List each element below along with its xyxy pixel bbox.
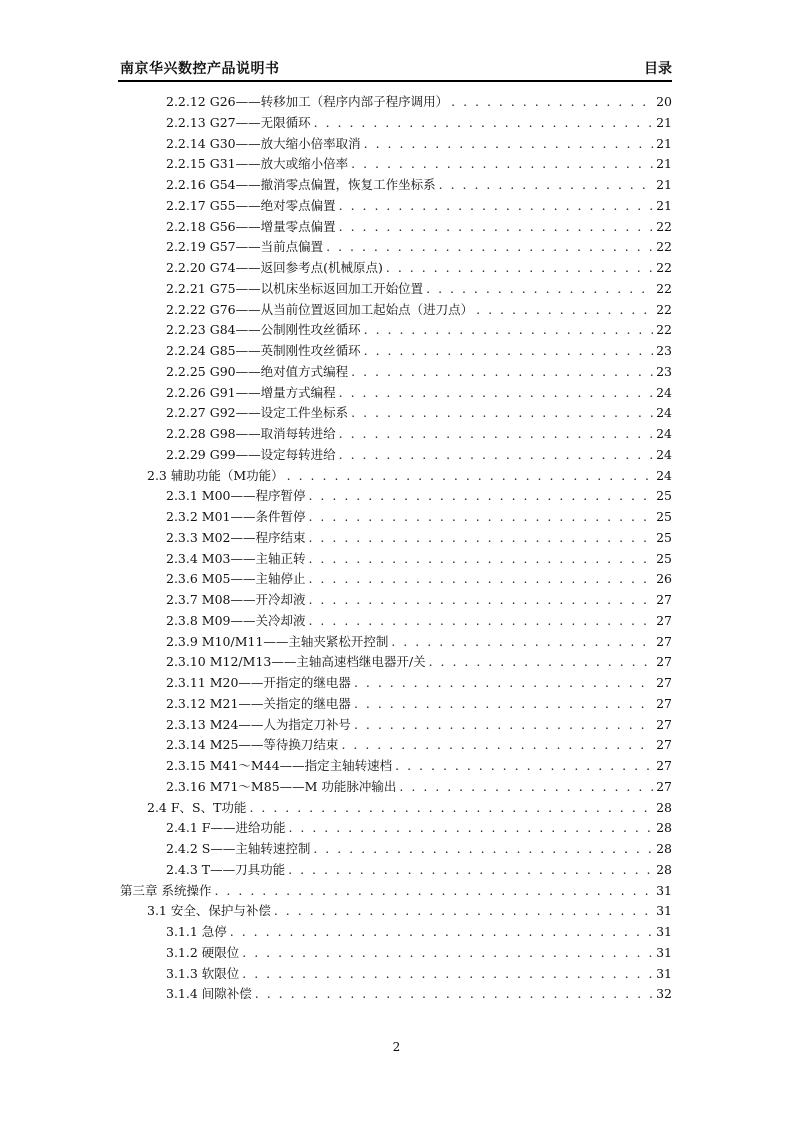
toc-entry-title: 2.3.16 M71～M85——M 功能脉冲输出	[166, 778, 397, 794]
page-header	[118, 56, 672, 80]
dot-leader	[451, 92, 653, 113]
toc-entry[interactable]	[118, 839, 672, 860]
dot-leader	[287, 466, 653, 487]
dot-leader	[308, 507, 653, 528]
toc-entry-title: 2.3.12 M21——关指定的继电器	[166, 695, 351, 711]
toc-entry-title: 2.2.19 G57——当前点偏置	[166, 239, 324, 255]
toc-entry[interactable]	[118, 341, 672, 362]
dot-leader	[288, 860, 653, 881]
dot-leader	[255, 984, 653, 1005]
toc-entry[interactable]	[118, 279, 672, 300]
toc-entry-page: 21	[656, 156, 672, 172]
toc-entry-page: 20	[656, 94, 672, 109]
toc-entry-title: 2.2.21 G75——以机床坐标返回加工开始位置	[166, 280, 424, 296]
dot-leader	[308, 528, 653, 549]
toc-entry-title: 2.3.14 M25——等待换刀结束	[166, 737, 339, 753]
toc-entry[interactable]	[118, 777, 672, 798]
toc-entry[interactable]	[118, 175, 672, 196]
toc-entry[interactable]	[118, 196, 672, 217]
toc-entry[interactable]	[118, 756, 672, 777]
toc-entry-title: 2.4.2 S——主轴转速控制	[166, 841, 311, 856]
toc-entry-page: 21	[656, 135, 672, 151]
toc-entry-title: 2.2.29 G99——设定每转进给	[166, 446, 336, 462]
table-of-contents	[118, 92, 672, 1005]
dot-leader	[351, 154, 653, 175]
toc-entry[interactable]	[118, 403, 672, 424]
dot-leader	[249, 798, 653, 819]
toc-entry-page: 23	[656, 363, 672, 379]
dot-leader	[313, 839, 653, 860]
toc-entry-page: 22	[656, 280, 672, 296]
toc-entry[interactable]	[118, 528, 672, 549]
toc-entry-page: 25	[656, 509, 672, 524]
toc-entry-title: 2.3.3 M02——程序结束	[166, 529, 306, 545]
toc-entry-page: 28	[656, 799, 672, 815]
toc-entry-title: 2.3.13 M24——人为指定刀补号	[166, 716, 351, 732]
toc-entry-title: 2.4.1 F——进给功能	[166, 820, 286, 836]
toc-entry-title: 2.3.10 M12/M13——主轴高速档继电器开/关	[166, 654, 426, 670]
toc-entry-title: 2.4 F、S、T功能	[147, 799, 247, 815]
dot-leader	[288, 818, 653, 839]
toc-entry[interactable]	[118, 735, 672, 756]
toc-entry-page: 26	[656, 571, 672, 587]
dot-leader	[341, 735, 653, 756]
toc-entry[interactable]	[118, 92, 672, 113]
toc-entry-title: 2.3.9 M10/M11——主轴夹紧松开控制	[166, 633, 389, 649]
toc-entry[interactable]	[118, 798, 672, 819]
toc-entry-title: 第三章 系统操作	[120, 882, 212, 898]
toc-entry-page: 22	[656, 301, 672, 317]
toc-entry-page: 24	[656, 405, 672, 421]
toc-entry-page: 24	[656, 467, 672, 483]
dot-leader	[399, 777, 653, 798]
toc-entry[interactable]	[118, 113, 672, 134]
dot-leader	[395, 756, 653, 777]
toc-entry-page: 27	[656, 758, 672, 773]
toc-entry-page: 25	[656, 550, 672, 566]
dot-leader	[364, 320, 653, 341]
toc-entry-title: 2.2.14 G30——放大缩小倍率取消	[166, 135, 361, 151]
toc-entry-page: 27	[656, 633, 672, 649]
toc-entry-title: 2.2.25 G90——绝对值方式编程	[166, 363, 349, 379]
toc-entry[interactable]	[118, 424, 672, 445]
toc-entry-page: 23	[656, 343, 672, 358]
dot-leader	[314, 113, 653, 134]
toc-entry-page: 22	[656, 239, 672, 255]
toc-entry[interactable]	[118, 943, 672, 964]
toc-entry-title: 2.2.24 G85——英制刚性攻丝循环	[166, 343, 361, 358]
toc-entry[interactable]	[118, 964, 672, 985]
toc-entry-page: 28	[656, 841, 672, 856]
dot-leader	[308, 590, 653, 611]
toc-entry[interactable]	[118, 486, 672, 507]
toc-entry-page: 25	[656, 529, 672, 545]
page-number: 2	[392, 1040, 401, 1054]
dot-leader	[326, 237, 653, 258]
toc-entry-page: 27	[656, 737, 672, 753]
dot-leader	[230, 922, 653, 943]
toc-entry[interactable]	[118, 320, 672, 341]
toc-entry[interactable]	[118, 258, 672, 279]
toc-entry-title: 2.2.28 G98——取消每转进给	[166, 426, 336, 441]
dot-leader	[339, 217, 653, 238]
toc-entry[interactable]	[118, 569, 672, 590]
toc-entry[interactable]	[118, 507, 672, 528]
toc-entry-title: 2.2.27 G92——设定工件坐标系	[166, 405, 349, 421]
dot-leader	[429, 652, 653, 673]
toc-entry-page: 22	[656, 322, 672, 338]
toc-entry[interactable]	[118, 984, 672, 1005]
toc-entry-page: 24	[656, 446, 672, 462]
dot-leader	[364, 341, 653, 362]
dot-leader	[242, 943, 653, 964]
dot-leader	[214, 881, 653, 902]
dot-leader	[354, 715, 653, 736]
toc-entry-page: 22	[656, 218, 672, 234]
toc-entry[interactable]	[118, 860, 672, 881]
dot-leader	[386, 258, 653, 279]
dot-leader	[308, 611, 653, 632]
dot-leader	[476, 300, 653, 321]
toc-entry[interactable]	[118, 300, 672, 321]
toc-entry-page: 21	[656, 177, 672, 192]
dot-leader	[439, 175, 653, 196]
toc-entry[interactable]	[118, 466, 672, 487]
toc-entry-title: 2.2.12 G26——转移加工（程序内部子程序调用）	[166, 94, 449, 109]
toc-entry[interactable]	[118, 694, 672, 715]
toc-entry[interactable]	[118, 590, 672, 611]
toc-entry-title: 2.3.8 M09——关冷却液	[166, 612, 306, 628]
toc-entry-page: 27	[656, 716, 672, 732]
toc-entry-page: 22	[656, 260, 672, 275]
toc-entry-page: 28	[656, 820, 672, 836]
dot-leader	[242, 964, 653, 985]
toc-entry[interactable]	[118, 652, 672, 673]
toc-entry-title: 3.1.2 硬限位	[166, 944, 240, 960]
toc-entry-title: 2.4.3 T——刀具功能	[166, 861, 286, 877]
toc-entry-title: 2.2.15 G31——放大或缩小倍率	[166, 156, 349, 172]
toc-entry-page: 31	[656, 965, 672, 981]
toc-entry[interactable]	[118, 922, 672, 943]
toc-entry-page: 21	[656, 114, 672, 130]
toc-entry[interactable]	[118, 154, 672, 175]
dot-leader	[274, 901, 653, 922]
toc-entry-page: 28	[656, 861, 672, 877]
dot-leader	[364, 134, 653, 155]
toc-entry[interactable]	[118, 611, 672, 632]
toc-entry-title: 2.3.2 M01——条件暂停	[166, 509, 306, 524]
toc-entry[interactable]	[118, 362, 672, 383]
dot-leader	[351, 403, 653, 424]
toc-entry-page: 25	[656, 488, 672, 504]
toc-entry[interactable]	[118, 881, 672, 902]
toc-entry-title: 2.2.23 G84——公制刚性攻丝循环	[166, 322, 361, 338]
toc-entry-page: 27	[656, 592, 672, 607]
toc-entry-page: 24	[656, 426, 672, 441]
toc-entry-page: 27	[656, 612, 672, 628]
section-title: 目录	[644, 61, 672, 77]
dot-leader	[308, 549, 653, 570]
toc-entry-title: 3.1.1 急停	[166, 924, 227, 939]
toc-entry[interactable]	[118, 901, 672, 922]
toc-entry[interactable]	[118, 818, 672, 839]
toc-entry-title: 3.1.4 间隙补偿	[166, 986, 252, 1002]
toc-entry-title: 2.2.13 G27——无限循环	[166, 114, 311, 130]
toc-entry-page: 27	[656, 778, 672, 794]
dot-leader	[339, 196, 653, 217]
dot-leader	[339, 445, 653, 466]
toc-entry-page: 27	[656, 695, 672, 711]
dot-leader	[351, 362, 653, 383]
document-title: 南京华兴数控产品说明书	[120, 61, 280, 77]
dot-leader	[339, 424, 653, 445]
toc-entry-title: 2.2.17 G55——绝对零点偏置	[166, 197, 336, 213]
toc-entry-page: 31	[656, 882, 672, 898]
toc-entry[interactable]	[118, 445, 672, 466]
toc-entry-page: 27	[656, 675, 672, 690]
toc-entry-page: 32	[656, 986, 672, 1002]
toc-entry[interactable]	[118, 383, 672, 404]
dot-leader	[354, 673, 653, 694]
toc-entry[interactable]	[118, 217, 672, 238]
dot-leader	[391, 632, 653, 653]
toc-entry-title: 2.2.18 G56——增量零点偏置	[166, 218, 336, 234]
dot-leader	[354, 694, 653, 715]
toc-entry-page: 21	[656, 197, 672, 213]
toc-entry[interactable]	[118, 632, 672, 653]
toc-entry-title: 2.3.1 M00——程序暂停	[166, 488, 306, 504]
header-divider	[118, 80, 672, 82]
toc-entry-title: 2.2.16 G54——撤消零点偏置，恢复工作坐标系	[166, 177, 436, 192]
toc-entry-title: 2.3.4 M03——主轴正转	[166, 550, 306, 566]
toc-entry[interactable]	[118, 237, 672, 258]
dot-leader	[308, 486, 653, 507]
dot-leader	[308, 569, 653, 590]
dot-leader	[426, 279, 653, 300]
toc-entry[interactable]	[118, 715, 672, 736]
toc-entry[interactable]	[118, 134, 672, 155]
toc-entry-title: 2.2.26 G91——增量方式编程	[166, 384, 336, 400]
toc-entry-title: 2.3.15 M41～M44——指定主轴转速档	[166, 758, 393, 773]
toc-entry-title: 2.2.22 G76——从当前位置返回加工起始点（进刀点）	[166, 301, 474, 317]
toc-entry-page: 31	[656, 924, 672, 939]
toc-entry-title: 2.2.20 G74——返回参考点(机械原点)	[166, 260, 383, 275]
toc-entry[interactable]	[118, 673, 672, 694]
toc-entry-page: 31	[656, 903, 672, 919]
toc-entry-title: 2.3.6 M05——主轴停止	[166, 571, 306, 587]
toc-entry-title: 3.1 安全、保护与补偿	[147, 903, 271, 919]
toc-entry-title: 3.1.3 软限位	[166, 965, 240, 981]
toc-entry[interactable]	[118, 549, 672, 570]
toc-entry-page: 24	[656, 384, 672, 400]
toc-entry-title: 2.3.7 M08——开冷却液	[166, 592, 306, 607]
toc-entry-page: 27	[656, 654, 672, 670]
toc-entry-page: 31	[656, 944, 672, 960]
toc-entry-title: 2.3.11 M20——开指定的继电器	[166, 675, 351, 690]
dot-leader	[339, 383, 653, 404]
toc-entry-title: 2.3 辅助功能（M功能）	[147, 467, 284, 483]
